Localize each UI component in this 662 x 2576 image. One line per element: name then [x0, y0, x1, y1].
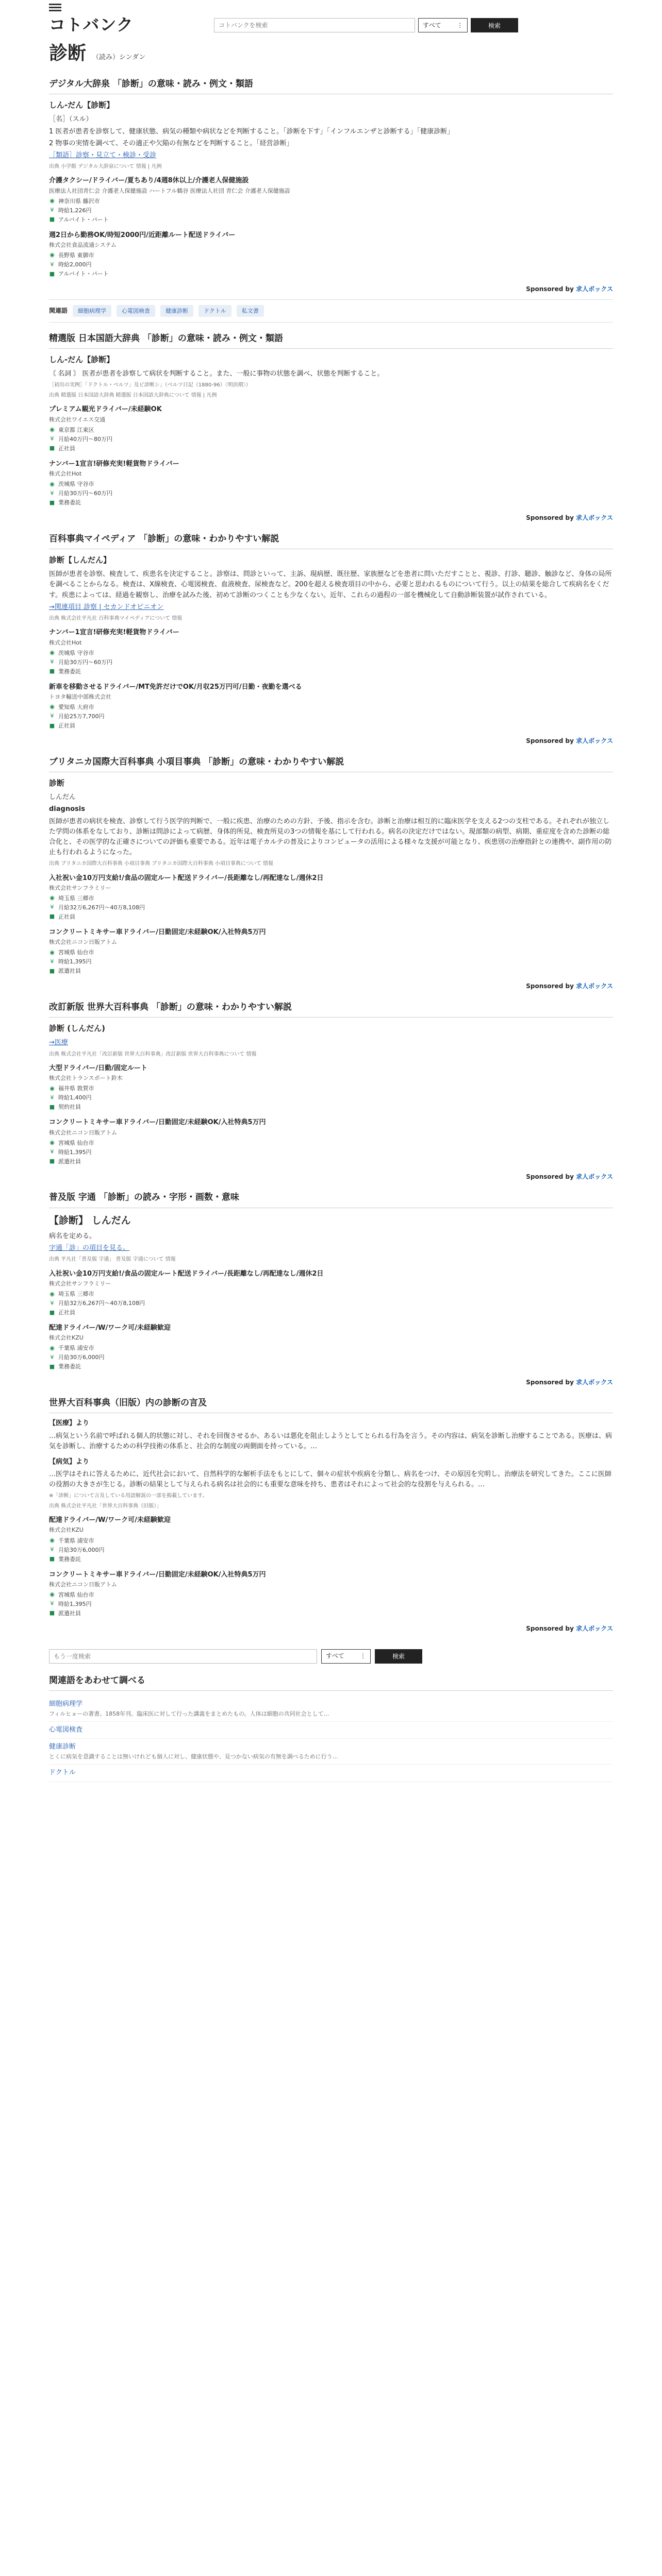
word-title [49, 39, 613, 68]
briefcase-icon: ■ [49, 722, 55, 729]
section-title: 普及版 字通 「診断」の読み・字形・画数・意味 [49, 1191, 613, 1208]
section-title: ブリタニカ国際大百科事典 小項目事典 「診断」の意味・わかりやすい解説 [49, 755, 613, 772]
job-type: アルバイト・パート [58, 216, 109, 223]
related-chip[interactable]: ドクトル [198, 305, 231, 317]
yen-icon: ¥ [50, 1546, 54, 1553]
sponsored-label [49, 1378, 613, 1387]
job-pay: 時給2,000円 [58, 261, 92, 268]
job-pay: 月給30万6,000円 [58, 1354, 105, 1361]
sponsored-label [49, 981, 613, 991]
search-input[interactable] [214, 18, 415, 32]
location-icon: ◉ [49, 197, 55, 205]
job-title[interactable]: 配達ドライバー/W/ワーク可/未経験歓迎 [49, 1324, 171, 1332]
sponsor-brand[interactable]: 求人ボックス [576, 737, 613, 745]
mention-heading: 【病気】より [49, 1458, 90, 1466]
list-item[interactable] [49, 1696, 613, 1722]
yen-icon: ¥ [50, 489, 54, 497]
search-bar [214, 18, 613, 32]
definition: 1 医者が患者を診察して、健康状態、病気の種類や病状などを判断すること。「診断を下す」「インフルエンザと診断する」「健康診断」 [49, 127, 454, 135]
sponsor-brand[interactable]: 求人ボックス [576, 982, 613, 990]
job-company: 株式会社ニコン日販アトム [49, 1129, 117, 1136]
job-company: 株式会社ニコン日販アトム [49, 1581, 117, 1588]
location-icon: ◉ [49, 1084, 55, 1092]
section-title: デジタル大辞泉 「診断」の意味・読み・例文・類語 [49, 77, 613, 94]
sponsored-text: Sponsored by [526, 1378, 574, 1386]
section-related-lookup [49, 1674, 613, 1782]
job-ad[interactable] [49, 1323, 613, 1371]
list-item[interactable] [49, 1739, 613, 1765]
location-icon: ◉ [49, 1139, 55, 1146]
job-company: 株式会社サンフラミリー [49, 884, 111, 891]
scope-select[interactable] [418, 18, 468, 32]
example: ［初出の実例］「ドクトル・ベルツ」及ビ診断シ」（ベルツ日記（1880-96）〈明治期〉） [49, 382, 251, 388]
job-pay: 時給1,226円 [58, 207, 92, 214]
entry-english: diagnosis [49, 805, 85, 814]
job-ad[interactable] [49, 628, 613, 675]
briefcase-icon: ■ [49, 1103, 55, 1110]
entry-title: しん‐だん【診断】 [49, 355, 114, 365]
briefcase-icon: ■ [49, 967, 55, 974]
briefcase-icon: ■ [49, 445, 55, 452]
location-icon: ◉ [49, 1344, 55, 1351]
job-pay: 時給1,395円 [58, 1148, 92, 1156]
yen-icon: ¥ [50, 1148, 54, 1156]
sponsored-label [49, 284, 613, 294]
scope-select-label: すべて [423, 21, 441, 29]
header [49, 14, 613, 36]
job-location: 神奈川県 藤沢市 [58, 197, 100, 205]
definition: 医師が患者の病状を検査、診察して行う医学的判断で、一般に疾患、治療のための方針、予後、指示を含む。診断と治療は相互的に臨床医学を支える2つの支柱である。それぞれが独立した学問の体系をなしており、診断は問診によって病歴、身体的所見、検査所見の3つの情報を基にして行われる。病名の決定だけではない。現部類の病型、病期、重症度を含めた診断の総合化と、その医学的な正確さについての評価も重要である。近年は電子カルテの普及によりコンピュータの活用による様々な支援が可能となり、疾患別の治療指針との連携や、副作用の防止も行われるようになった。 [49, 817, 612, 856]
job-type: 正社員 [58, 722, 75, 729]
search-button[interactable]: 検索 [471, 18, 518, 32]
job-location: 福井県 敦賀市 [58, 1085, 94, 1092]
job-type: 派遣社員 [58, 1158, 81, 1165]
job-pay: 月給32万6,267円〜40万8,108円 [58, 904, 145, 911]
sponsor-brand[interactable]: 求人ボックス [576, 1378, 613, 1386]
job-location: 愛知県 大府市 [58, 703, 94, 710]
footer-search-input[interactable] [49, 1649, 317, 1664]
synonym-links[interactable]: ［類語］診察・見立て・検診・受診 [49, 151, 157, 159]
job-company: 株式会社Hot [49, 639, 82, 646]
job-ad[interactable] [49, 1063, 613, 1111]
list-item-title[interactable]: 健康診断 [49, 1743, 76, 1751]
job-pay: 月給30万円〜60万円 [58, 658, 112, 666]
section-title: 百科事典マイペディア 「診断」の意味・わかりやすい解説 [49, 532, 613, 549]
page-title: 診断 [49, 43, 87, 64]
source-meta: 出典 株式会社平凡社 百科事典マイペディアについて 情報 [49, 615, 183, 621]
job-company: 株式会社KZU [49, 1334, 84, 1342]
sponsor-brand[interactable]: 求人ボックス [576, 1624, 613, 1632]
entry-title: 診断 [49, 778, 65, 788]
job-company: 株式会社Hot [49, 470, 82, 477]
list-item[interactable] [49, 1722, 613, 1739]
yen-icon: ¥ [50, 1299, 54, 1307]
footer-search-bar [49, 1649, 613, 1664]
sponsored-text: Sponsored by [526, 514, 574, 522]
job-type: 派遣社員 [58, 1609, 81, 1617]
job-title[interactable]: プレミアム観光ドライバー/未経験OK [49, 405, 162, 414]
definition: 医師が患者を診察、検査して、疾患名を決定すること。診察は、問診といって、主訴、現病歴、既往歴、家族歴などを患者に問いただすことと、視診、打診、聴診、触診など、身体の局所を調べることからなる。検査は、X線検査、心電図検査、血液検査、尿検査など。200を超える検査項目の中から、必要と思われるものについて行う。以上の結果を総合して疾病名をくだす。疾患によっては、経過を観察し、治療を試みた後、初めて診断のつくことも少なくない。近年、これらの過程の一部を機械化して自動診断装置が試作されている。 [49, 570, 612, 599]
sponsored-label [49, 736, 613, 746]
job-ad[interactable] [49, 459, 613, 507]
job-title[interactable]: 入社祝い金10万円支給!/食品の固定ルート配送ドライバー/長距離なし/再配達なし/週休2日 [49, 1269, 324, 1278]
job-ad[interactable] [49, 1117, 613, 1165]
sponsored-label [49, 513, 613, 523]
job-pay: 月給30万6,000円 [58, 1546, 105, 1553]
location-icon: ◉ [49, 1290, 55, 1297]
entry-title: 診断【しんだん】 [49, 555, 111, 565]
section-britannica [49, 755, 613, 991]
location-icon: ◉ [49, 948, 55, 956]
job-pay: 月給30万円〜60万円 [58, 490, 112, 497]
yen-icon: ¥ [50, 1353, 54, 1361]
yen-icon: ¥ [50, 904, 54, 911]
job-title[interactable]: 入社祝い金10万円支給!/食品の固定ルート配送ドライバー/長距離なし/再配達なし/週休2日 [49, 874, 324, 882]
mention-heading: 【医療】より [49, 1419, 90, 1428]
chevron-down-icon: ⋮ [457, 21, 463, 29]
job-location: 茨城県 守谷市 [58, 481, 94, 487]
job-pay: 月給32万6,267円〜40万8,108円 [58, 1300, 145, 1307]
footer-search-button[interactable]: 検索 [375, 1649, 422, 1664]
job-location: 茨城県 守谷市 [58, 649, 94, 656]
entry-reading: しんだん [49, 793, 76, 802]
briefcase-icon: ■ [49, 1363, 55, 1370]
job-ad[interactable] [49, 1570, 613, 1618]
job-company: 株式会社サンフラミリー [49, 1280, 111, 1287]
job-location: 宮城県 仙台市 [58, 949, 94, 956]
related-label: 関連語 [49, 307, 68, 314]
list-item[interactable] [49, 1765, 613, 1782]
see-also-link[interactable]: 字通「診」の項目を見る。 [49, 1244, 130, 1252]
list-item-title[interactable]: 心電図検査 [49, 1726, 83, 1734]
job-title[interactable]: ナンバー1宣言!研修充実!軽貨物ドライバー [49, 629, 179, 637]
briefcase-icon: ■ [49, 216, 55, 223]
section-sekai-hyakka [49, 1001, 613, 1181]
briefcase-icon: ■ [49, 668, 55, 675]
job-pay: 時給1,395円 [58, 1600, 92, 1607]
list-item-title[interactable]: 細胞病理学 [49, 1700, 83, 1708]
related-chip[interactable]: 私文書 [237, 305, 264, 317]
location-icon: ◉ [49, 251, 55, 259]
job-title[interactable]: 新車を移動させるドライバー/MT免許だけでOK/月収25万円可/日勤・夜勤を選べる [49, 683, 302, 691]
location-icon: ◉ [49, 703, 55, 710]
sponsored-text: Sponsored by [526, 285, 574, 293]
site-logo[interactable]: コトバンク [49, 15, 134, 35]
job-location: 東京都 江東区 [58, 426, 94, 433]
job-title[interactable]: コンクリートミキサー車ドライバー/日勤固定/未経験OK/入社特典5万円 [49, 1570, 266, 1579]
section-daijisen [49, 77, 613, 294]
sponsored-text: Sponsored by [526, 1173, 574, 1180]
job-type: 業務委託 [58, 499, 81, 506]
job-ad[interactable] [49, 176, 613, 224]
section-title: 改訂新版 世界大百科事典 「診断」の意味・わかりやすい解説 [49, 1001, 613, 1018]
sponsored-label [49, 1172, 613, 1182]
sponsor-brand[interactable]: 求人ボックス [576, 1173, 613, 1180]
job-type: 契約社員 [58, 1104, 81, 1111]
location-icon: ◉ [49, 1537, 55, 1544]
job-location: 埼玉県 三郷市 [58, 894, 94, 902]
job-type: 正社員 [58, 445, 75, 452]
briefcase-icon: ■ [49, 1309, 55, 1316]
job-location: 長野県 東御市 [58, 251, 94, 259]
job-ad[interactable] [49, 873, 613, 921]
location-icon: ◉ [49, 1591, 55, 1598]
section-jitsu [49, 1191, 613, 1387]
location-icon: ◉ [49, 894, 55, 902]
entry-title: しん‐だん【診断】 [49, 100, 114, 110]
scope-select-label: すべて [326, 1652, 344, 1660]
yen-icon: ¥ [50, 261, 54, 268]
sponsored-text: Sponsored by [526, 737, 574, 745]
job-type: 正社員 [58, 913, 75, 920]
part-of-speech: ［名］（スル） [49, 115, 93, 124]
job-company: 株式会社食品流通システム [49, 241, 117, 248]
location-icon: ◉ [49, 480, 55, 487]
job-title[interactable]: 配達ドライバー/W/ワーク可/未経験歓迎 [49, 1516, 171, 1524]
job-title[interactable]: 大型ドライバー/日勤/固定ルート [49, 1064, 147, 1073]
entry-title: 診断 (しんだん) [49, 1024, 105, 1033]
job-company: トヨタ輸送中部株式会社 [49, 693, 111, 700]
yen-icon: ¥ [50, 658, 54, 666]
section-title: 精選版 日本国語大辞典 「診断」の意味・読み・例文・類語 [49, 332, 613, 349]
job-type: 正社員 [58, 1309, 75, 1316]
job-company: 株式会社ニコン日販アトム [49, 939, 117, 946]
source-meta: 出典 平凡社「普及版 字通」 普及版 字通について 情報 [49, 1257, 176, 1263]
mention-text: …医学はそれに答えるために、近代社会において、自然科学的な解析手法をもとにして、個々の症状や疾病を分類し、病名をつけ、その原因を究明し、治療法を研究してきた。ここに医師の役割の大きさが生じる。診断の結果として与えられる病名は社会的にも重要な意味を持ち、患者はそれによって社会的な役割を与えられる。… [49, 1470, 611, 1489]
job-title[interactable]: 介護タクシー/ドライバー/夏ちあり/4週8休以上/介護老人保健施設 [49, 177, 249, 185]
job-company: 医療法人社団青仁会 介護老人保健施設 ハートフル鶴谷 医療法人社団 青仁会 介護老人保健施設 [49, 187, 290, 194]
source-meta: 出典 小学館 デジタル大辞泉について 情報 | 凡例 [49, 163, 162, 170]
yen-icon: ¥ [50, 435, 54, 443]
sponsor-brand[interactable]: 求人ボックス [576, 285, 613, 293]
footer-scope-select[interactable] [321, 1649, 371, 1664]
job-pay: 時給1,395円 [58, 958, 92, 965]
briefcase-icon: ■ [49, 1158, 55, 1165]
job-pay: 月給40万円〜80万円 [58, 435, 112, 443]
source-meta: 出典 株式会社平凡社「世界大百科事典（旧版）」 [49, 1503, 162, 1509]
job-type: 業務委託 [58, 1555, 81, 1563]
job-company: 株式会社KZU [49, 1527, 84, 1534]
location-icon: ◉ [49, 649, 55, 656]
related-chip[interactable]: 心電図検査 [117, 305, 155, 317]
job-pay: 月給25万7,700円 [58, 713, 105, 720]
briefcase-icon: ■ [49, 270, 55, 277]
job-title[interactable]: コンクリートミキサー車ドライバー/日勤固定/未経験OK/入社特典5万円 [49, 1118, 266, 1127]
job-location: 宮城県 仙台市 [58, 1591, 94, 1598]
source-meta: 出典 ブリタニカ国際大百科事典 小項目事典 ブリタニカ国際大百科事典 小項目事典について 情報 [49, 861, 273, 867]
related-words [49, 299, 613, 323]
list-item-title[interactable]: ドクトル [49, 1769, 76, 1777]
entry-title: 【診断】 しんだん [49, 1214, 131, 1226]
job-type: 派遣社員 [58, 968, 81, 975]
sponsored-text: Sponsored by [526, 1624, 574, 1632]
briefcase-icon: ■ [49, 499, 55, 506]
list-item-desc: とくに病気を意識することは無いけれども個人に対し、健康状態や、見つかない病気の有無を調べるために行う… [49, 1753, 338, 1760]
list-item-desc: フィルヒョーの著書。1858年刊。臨床医に対して行った講義をまとめたもの。人体は細胞の共同社会として… [49, 1710, 329, 1718]
job-type: 業務委託 [58, 668, 81, 675]
yen-icon: ¥ [50, 713, 54, 720]
job-ad[interactable] [49, 927, 613, 975]
job-company: 株式会社ワイエス交通 [49, 416, 106, 423]
job-ad[interactable] [49, 1515, 613, 1563]
section-mentions [49, 1396, 613, 1633]
yen-icon: ¥ [50, 207, 54, 214]
job-type: 業務委託 [58, 1363, 81, 1370]
job-title[interactable]: コンクリートミキサー車ドライバー/日勤固定/未経験OK/入社特典5万円 [49, 928, 266, 936]
location-icon: ◉ [49, 426, 55, 433]
definition: 病名を定める。 [49, 1232, 96, 1241]
mention-note: ※「診断」について言及している用語解説の一部を掲載しています。 [49, 1493, 208, 1499]
word-reading: （読み）シンダン [92, 54, 146, 61]
related-chip[interactable]: 細胞病理学 [73, 305, 111, 317]
definition: 2 物事の実情を調べて、その適正や欠陥の有無などを判断すること。「経営診断」 [49, 139, 293, 147]
job-location: 千葉県 浦安市 [58, 1345, 94, 1352]
mention-text: …病気という名前で呼ばれる個人的状態に対し、それを回復させるか、あるいは悪化を阻止しようとしてとられる行為を言う。その内容は、病気を診断し治療することである。医療は、病気を診断し、治療するための科学技術の体系と、社会的な制度の両側面を持っている。… [49, 1432, 613, 1450]
yen-icon: ¥ [50, 958, 54, 965]
job-ad[interactable] [49, 1269, 613, 1317]
job-type: アルバイト・パート [58, 270, 109, 278]
job-location: 埼玉県 三郷市 [58, 1291, 94, 1298]
job-location: 千葉県 浦安市 [58, 1537, 94, 1544]
job-ad[interactable] [49, 682, 613, 730]
source-meta: 出典 精選版 日本国語大辞典 精選版 日本国語大辞典について 情報 | 凡例 [49, 392, 217, 398]
job-title[interactable]: 週2日から勤務OK/時短2000円/近距離ルート配送ドライバー [49, 231, 236, 239]
definition: 〘 名詞 〙 医者が患者を診察して病状を判断すること。また、一般に事物の状態を調べ、状態を判断すること。 [49, 370, 384, 378]
sponsor-brand[interactable]: 求人ボックス [576, 514, 613, 522]
briefcase-icon: ■ [49, 913, 55, 920]
sponsored-label [49, 1624, 613, 1634]
job-pay: 時給1,400円 [58, 1094, 92, 1101]
job-location: 宮城県 仙台市 [58, 1139, 94, 1146]
section-title: 世界大百科事典（旧版）内の診断の言及 [49, 1396, 613, 1413]
yen-icon: ¥ [50, 1600, 54, 1607]
job-ad[interactable] [49, 230, 613, 278]
yen-icon: ¥ [50, 1094, 54, 1101]
job-company: 株式会社トランスポート鈴木 [49, 1075, 123, 1082]
section-mypedia [49, 532, 613, 746]
job-title[interactable]: ナンバー1宣言!研修充実!軽貨物ドライバー [49, 460, 179, 468]
related-chip[interactable]: 健康診断 [160, 305, 193, 317]
related-links[interactable]: →関連項目 診察 | セカンドオピニオン [49, 603, 164, 611]
source-meta: 出典 株式会社平凡社「改訂新版 世界大百科事典」改訂新版 世界大百科事典について 情報 [49, 1051, 257, 1057]
chevron-down-icon: ⋮ [360, 1652, 366, 1660]
section-title: 関連語をあわせて調べる [49, 1674, 613, 1691]
section-nikkoku [49, 332, 613, 523]
sponsored-text: Sponsored by [526, 982, 574, 990]
briefcase-icon: ■ [49, 1609, 55, 1617]
briefcase-icon: ■ [49, 1555, 55, 1563]
see-also-link[interactable]: →医療 [49, 1039, 68, 1047]
job-ad[interactable] [49, 404, 613, 452]
